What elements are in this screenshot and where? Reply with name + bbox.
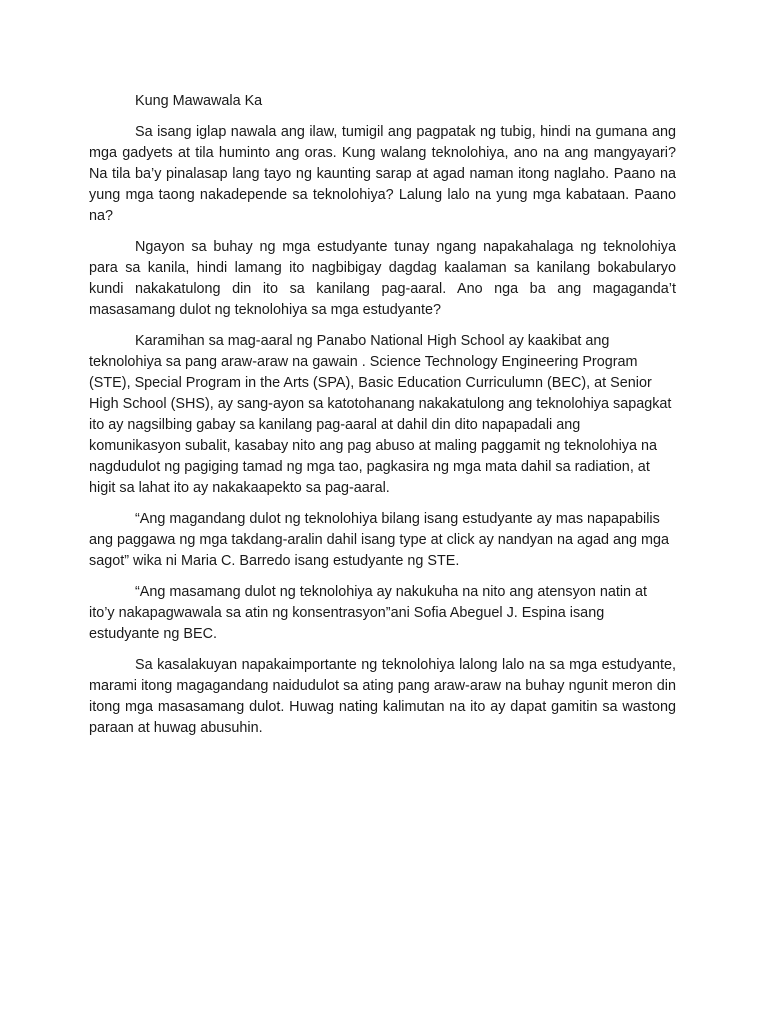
- paragraph-intro: Sa isang iglap nawala ang ilaw, tumigil ang pagpatak ng tubig, hindi na gumana ang mga gadyets at tila huminto ang oras. Kung walang teknolohiya, ano na ang mangyayari? Na tila ba’y pinalasap lang tayo ng kaunting sarap at agad naman itong naglaho. Paano na yung mga taong nakadepende sa teknolohiya? Lalung lalo na yung mga kabataan. Paano na?: [89, 124, 676, 224]
- paragraph-students: Ngayon sa buhay ng mga estudyante tunay ngang napakahalaga ng teknolohiya para sa kanila, hindi lamang ito nagbibigay dagdag kaalaman sa kanilang bokabularyo kundi nakakatulong din ito sa kanilang pag-aaral. Ano nga ba ang magaganda’t masasamang dulot ng teknolohiya sa mga estudyante?: [89, 239, 676, 318]
- paragraph-quote-negative: “Ang masamang dulot ng teknolohiya ay nakukuha na nito ang atensyon natin at ito’y nakapagwawala sa atin ng konsentrasyon”ani Sofia Abeguel J. Espina isang estudyante ng BEC.: [89, 584, 648, 642]
- document-body: [89, 91, 676, 749]
- paragraph-conclusion: Sa kasalakuyan napakaimportante ng teknolohiya lalong lalo na sa mga estudyante, marami itong magagandang naidudulot sa ating pang araw-araw na buhay ngunit meron din itong mga masasamang dulot. Huwag nating kalimutan na ito ay dapat gamitin sa wastong paraan at huwag abusuhin.: [89, 657, 676, 736]
- paragraph-quote-positive: “Ang magandang dulot ng teknolohiya bilang isang estudyante ay mas napapabilis ang paggawa ng mga takdang-aralin dahil isang type at click ay nandyan na agad ang mga sagot” wika ni Maria C. Barredo isang estudyante ng STE.: [89, 511, 670, 569]
- paragraph-school: Karamihan sa mag-aaral ng Panabo National High School ay kaakibat ang teknolohiya sa pang araw-araw na gawain . Science Technology Engineering Program (STE), Special Program in the Arts (SPA), Basic Education Curriculumn (BEC), at Senior High School (SHS), ay sang-ayon sa katotohanang nakakatulong ang teknolohiya sapagkat ito ay nagsilbing gabay sa kanilang pag-aaral at dahil din dito napapadali ang komunikasyon subalit, kasabay nito ang pag abuso at maling paggamit ng teknolohiya na nagdudulot ng pagiging tamad ng mga tao, pagkasira ng mga mata dahil sa radiation, at higit sa lahat ito ay nakakaapekto sa pag-aaral.: [89, 333, 672, 496]
- document-title: Kung Mawawala Ka: [135, 93, 263, 109]
